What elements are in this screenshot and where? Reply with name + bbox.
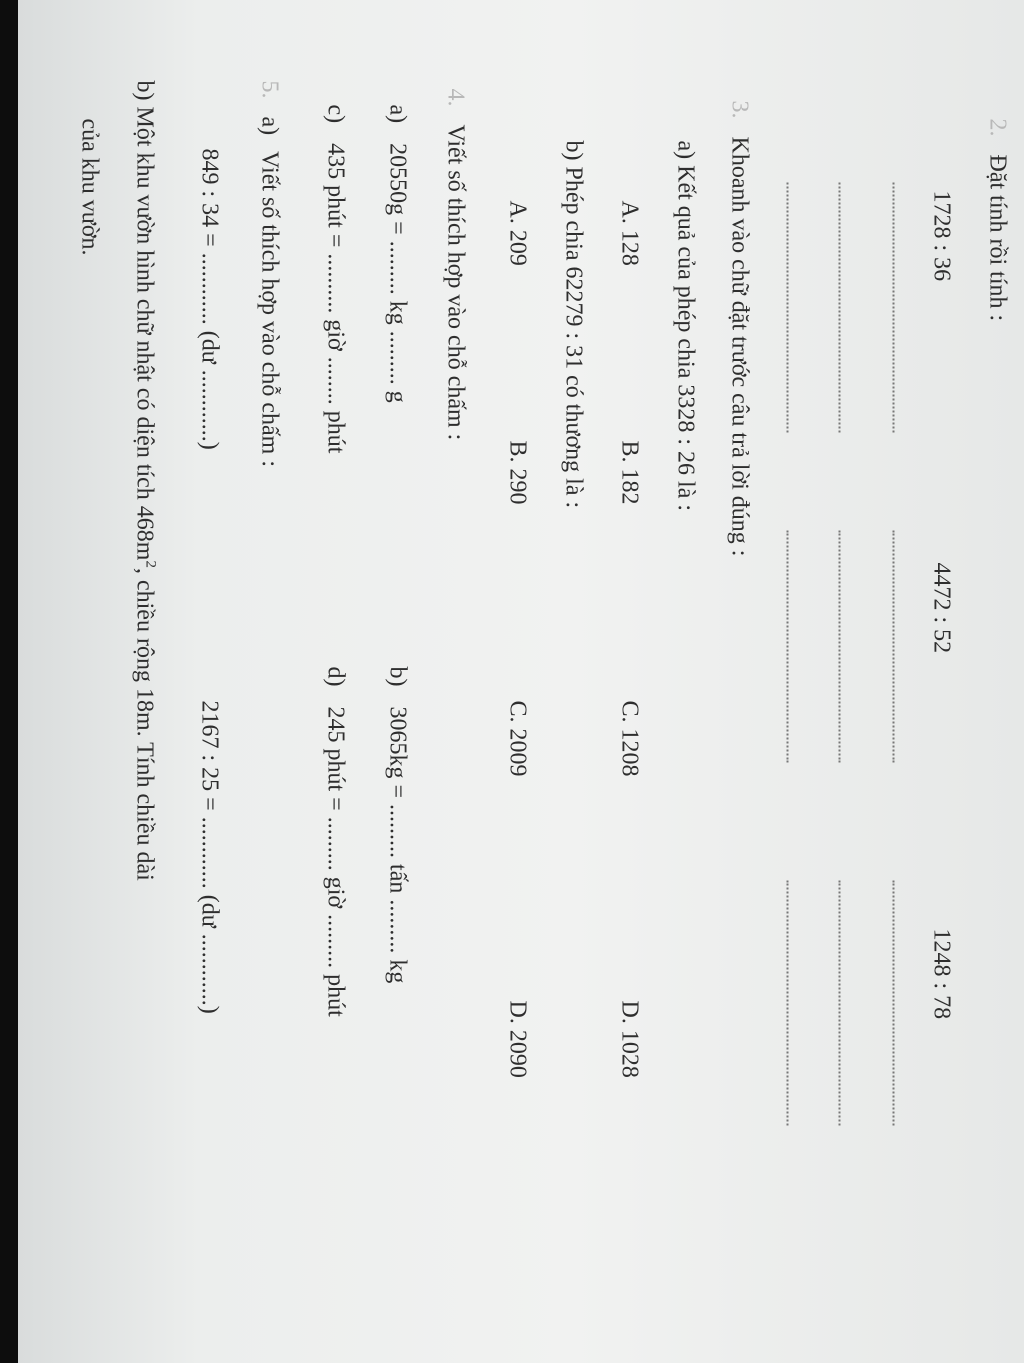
q4-title: Viết số thích hợp vào chỗ chấm : xyxy=(442,124,469,440)
q2-number: 2. xyxy=(984,118,1011,136)
q5b-superscript: 2 xyxy=(142,559,159,568)
q4-number: 4. xyxy=(442,88,469,106)
q4c xyxy=(322,104,349,453)
q3a-option-d[interactable]: D. 1028 xyxy=(616,1000,643,1078)
q2-division-3: 1248 : 78 xyxy=(928,928,955,1019)
q4-heading xyxy=(442,88,469,440)
q3b-prompt: b) Phép chia 62279 : 31 có thương là : xyxy=(560,140,587,508)
worksheet xyxy=(19,0,1024,1363)
answer-line xyxy=(787,880,789,1125)
answer-line xyxy=(787,182,789,432)
q5b-line-2: của khu vườn. xyxy=(76,118,103,256)
q4c-label: c) xyxy=(322,104,349,123)
q3-heading xyxy=(726,100,753,556)
q5-heading xyxy=(256,80,283,467)
q4a xyxy=(384,104,411,402)
q5a-title: Viết số thích hợp vào chỗ chấm : xyxy=(256,150,283,467)
answer-line xyxy=(893,530,895,762)
paper-photo xyxy=(18,0,1024,1363)
q5b-text-start: b) Một khu vườn hình chữ nhật có diện tích 468m xyxy=(131,80,158,560)
q3a-option-a[interactable]: A. 128 xyxy=(616,200,643,266)
answer-line xyxy=(893,182,895,432)
q3-number: 3. xyxy=(726,100,753,118)
q5b-text-end: , chiều rộng 18m. Tính chiều dài xyxy=(131,567,158,881)
q4b-label: b) xyxy=(384,666,411,686)
q5a-equation-2: 2167 : 25 = ............ (dư ............) xyxy=(196,700,223,1014)
q5b-line-1 xyxy=(131,80,159,880)
q2-division-2: 4472 : 52 xyxy=(928,562,955,653)
answer-line xyxy=(787,530,789,762)
q4c-text: 435 phút = .......... giờ ........ phút xyxy=(322,142,349,453)
answer-line xyxy=(839,530,841,762)
q4a-text: 20550g = ......... kg ......... g xyxy=(384,142,411,403)
answer-line xyxy=(839,880,841,1125)
q4a-label: a) xyxy=(384,104,411,123)
answer-line xyxy=(839,182,841,432)
q3a-prompt: a) Kết quả của phép chia 3328 : 26 là : xyxy=(672,140,699,511)
q3b-option-a[interactable]: A. 209 xyxy=(504,200,531,266)
q5a-label: a) xyxy=(256,116,283,135)
q2-title: Đặt tính rồi tính : xyxy=(984,154,1011,321)
q4d-text: 245 phút = ......... giờ ......... phút xyxy=(322,706,349,1017)
q3b-option-b[interactable]: B. 290 xyxy=(504,440,531,505)
q3a-option-c[interactable]: C. 1208 xyxy=(616,700,643,777)
q2-heading xyxy=(984,118,1011,321)
q5a-equation-1: 849 : 34 = ............ (dư ............) xyxy=(196,148,223,450)
answer-line xyxy=(893,880,895,1125)
q4d-label: d) xyxy=(322,666,349,686)
q3a-option-b[interactable]: B. 182 xyxy=(616,440,643,505)
q3b-option-c[interactable]: C. 2009 xyxy=(504,700,531,777)
q3b-option-d[interactable]: D. 2090 xyxy=(504,1000,531,1078)
q5-number: 5. xyxy=(256,80,283,98)
q3-title: Khoanh vào chữ đặt trước câu trả lời đúng : xyxy=(726,136,753,556)
q2-division-1: 1728 : 36 xyxy=(928,190,955,281)
q4b xyxy=(384,666,411,983)
q4b-text: 3065kg = ......... tấn ......... kg xyxy=(384,706,411,983)
q4d xyxy=(322,666,349,1016)
